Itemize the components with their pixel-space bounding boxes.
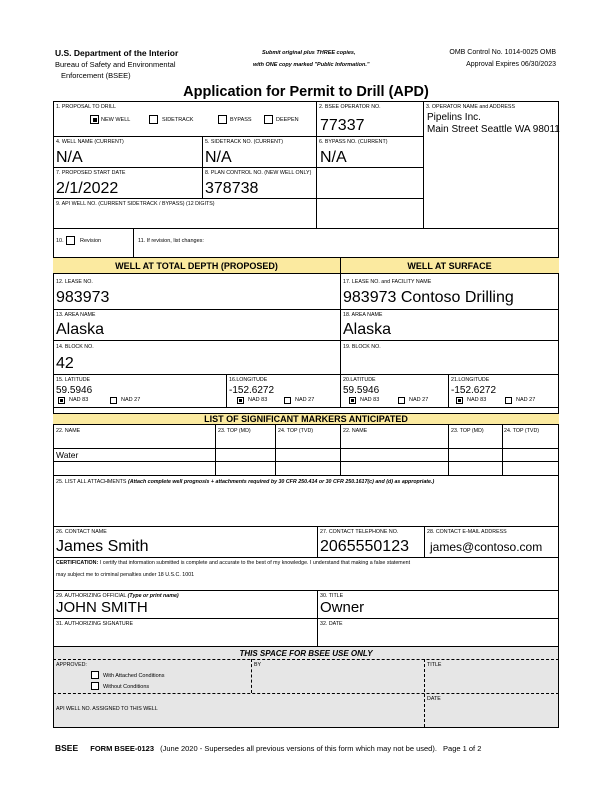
- proposed-area-label: 13. AREA NAME: [56, 312, 96, 318]
- proposed-lease-value[interactable]: 983973: [56, 289, 110, 306]
- marker-top-tvd-header: 24. TOP (TVD): [278, 428, 314, 434]
- revision-checkbox[interactable]: [66, 236, 75, 245]
- submit-instruction-1: Submit original plus THREE copies,: [262, 50, 356, 56]
- surface-lon-nad27-checkbox[interactable]: [505, 397, 512, 404]
- authorizing-official-value[interactable]: JOHN SMITH: [56, 599, 148, 616]
- proposed-lat-nad27-checkbox[interactable]: [110, 397, 117, 404]
- deepen-label: DEEPEN: [276, 117, 299, 123]
- bsee-date-label: DATE: [427, 696, 441, 702]
- by-label: BY: [254, 662, 262, 668]
- surface-lon-nad27-label: NAD 27: [516, 397, 536, 403]
- bypass-number-label: 6. BYPASS NO. (CURRENT): [319, 139, 388, 145]
- operator-address-value[interactable]: Main Street Seattle WA 98011: [427, 124, 560, 135]
- agency-name: U.S. Department of the Interior: [55, 48, 179, 58]
- band-well-total-depth: WELL AT TOTAL DEPTH (PROPOSED): [115, 261, 278, 271]
- title-value[interactable]: Owner: [320, 599, 365, 616]
- surface-lease-value[interactable]: 983973 Contoso Drilling: [343, 289, 514, 306]
- certification-line1: [56, 560, 410, 566]
- proposed-longitude-label: 16.LONGITUDE: [229, 377, 268, 383]
- with-conditions-checkbox[interactable]: [91, 671, 99, 679]
- new-well-label: NEW WELL: [101, 117, 131, 123]
- proposed-lat-nad83-label: NAD 83: [69, 397, 89, 403]
- well-name-label: 4. WELL NAME (CURRENT): [56, 139, 124, 145]
- bureau-line1: Bureau of Safety and Environmental: [55, 60, 176, 69]
- marker-top-md2-header: 23. TOP (MD): [451, 428, 484, 434]
- footer-page: Page 1 of 2: [443, 744, 482, 753]
- marker-name2-header: 22. NAME: [343, 428, 368, 434]
- proposed-block-value[interactable]: 42: [56, 355, 74, 372]
- surface-lat-nad27-label: NAD 27: [409, 397, 429, 403]
- surface-lon-nad83-checkbox[interactable]: [456, 397, 463, 404]
- bsee-title-label: TITLE: [427, 662, 442, 668]
- approval-expiration: Approval Expires 06/30/2023: [466, 61, 556, 68]
- bsee-use-title: THIS SPACE FOR BSEE USE ONLY: [239, 649, 373, 658]
- proposed-lon-nad27-checkbox[interactable]: [284, 397, 291, 404]
- contact-phone-value[interactable]: 2065550123: [320, 538, 409, 555]
- marker-top-md-header: 23. TOP (MD): [218, 428, 251, 434]
- sidetrack-label: SIDETRACK: [162, 117, 194, 123]
- footer-note: (June 2020 - Supersedes all previous versions of this form which may not be used).: [160, 744, 437, 753]
- bypass-checkbox[interactable]: [218, 115, 227, 124]
- revision-label: Revision: [80, 238, 102, 244]
- footer: [55, 743, 481, 753]
- proposed-lease-label: 12. LEASE NO.: [56, 279, 93, 285]
- surface-area-value[interactable]: Alaska: [343, 321, 392, 338]
- operator-number-label: 2. BSEE OPERATOR NO.: [319, 104, 381, 110]
- revision-changes-label: 11. If revision, list changes:: [138, 238, 204, 244]
- bureau-line2: Enforcement (BSEE): [61, 71, 131, 80]
- proposed-lon-nad83-checkbox[interactable]: [237, 397, 244, 404]
- well-name-value[interactable]: N/A: [56, 149, 83, 166]
- proposed-latitude-label: 15. LATITUDE: [56, 377, 91, 383]
- proposal-to-drill-label: 1. PROPOSAL TO DRILL: [56, 104, 116, 110]
- form-title: Application for Permit to Drill (APD): [183, 84, 429, 100]
- title-label: 30. TITLE: [320, 593, 344, 599]
- approved-label: APPROVED:: [56, 662, 87, 668]
- contact-name-label: 26. CONTACT NAME: [56, 529, 107, 535]
- surface-lat-nad83-label: NAD 83: [360, 397, 380, 403]
- without-conditions-label: Without Conditions: [103, 684, 150, 690]
- bypass-label: BYPASS: [230, 117, 252, 123]
- proposed-lon-nad27-label: NAD 27: [295, 397, 315, 403]
- surface-latitude-value[interactable]: 59.5946: [343, 385, 380, 396]
- proposed-block-label: 14. BLOCK NO.: [56, 344, 94, 350]
- surface-block-label: 19. BLOCK NO.: [343, 344, 381, 350]
- sidetrack-number-value[interactable]: N/A: [205, 149, 232, 166]
- authorizing-signature-label: 31. AUTHORIZING SIGNATURE: [56, 621, 134, 627]
- date-label: 32. DATE: [320, 621, 343, 627]
- certification-text2: may subject me to criminal penalties under 18 U.S.C. 1001: [56, 572, 195, 578]
- sidetrack-number-label: 5. SIDETRACK NO. (CURRENT): [205, 139, 283, 145]
- new-well-checkbox[interactable]: [90, 115, 99, 124]
- deepen-checkbox[interactable]: [264, 115, 273, 124]
- marker-name-header: 22. NAME: [56, 428, 81, 434]
- proposed-latitude-value[interactable]: 59.5946: [56, 385, 93, 396]
- api-assigned-label: API WELL NO. ASSIGNED TO THIS WELL: [56, 706, 158, 712]
- plan-control-label: 8. PLAN CONTROL NO. (NEW WELL ONLY): [205, 170, 312, 176]
- revision-number: 10.: [56, 238, 64, 244]
- surface-lat-nad27-checkbox[interactable]: [398, 397, 405, 404]
- operator-name-label: 3. OPERATOR NAME and ADDRESS: [426, 104, 515, 110]
- surface-longitude-value[interactable]: -152.6272: [451, 385, 497, 396]
- operator-number-value[interactable]: 77337: [320, 117, 365, 134]
- marker-row1-name[interactable]: Water: [56, 450, 79, 460]
- surface-latitude-label: 20.LATITUDE: [343, 377, 376, 383]
- certification-label: CERTIFICATION:: [56, 560, 99, 566]
- markers-band-title: LIST OF SIGNIFICANT MARKERS ANTICIPATED: [204, 414, 408, 424]
- omb-control-number: OMB Control No. 1014-0025 OMB: [449, 49, 556, 56]
- submit-instruction-2: with ONE copy marked "Public Information.": [253, 62, 370, 68]
- surface-lon-nad83-label: NAD 83: [467, 397, 487, 403]
- start-date-label: 7. PROPOSED START DATE: [56, 170, 126, 176]
- proposed-lat-nad83-checkbox[interactable]: [58, 397, 65, 404]
- operator-name-value[interactable]: Pipelins Inc.: [427, 112, 481, 123]
- attachments-note: (Attach complete well prognosis + attachments required by 30 CFR 250.414 or 30 CFR 250.1617(c) and (d) as appropriate.): [127, 479, 435, 485]
- surface-lease-label: 17. LEASE NO. and FACILITY NAME: [343, 279, 432, 285]
- proposed-lat-nad27-label: NAD 27: [121, 397, 141, 403]
- with-conditions-label: With Attached Conditions: [103, 673, 165, 679]
- marker-top-tvd2-header: 24. TOP (TVD): [504, 428, 540, 434]
- attachments-label-line: [56, 479, 434, 485]
- band-well-surface: WELL AT SURFACE: [407, 261, 492, 271]
- api-well-number-label: 9. API WELL NO. (CURRENT SIDETRACK / BYPASS) (12 DIGITS): [56, 201, 215, 207]
- proposed-area-value[interactable]: Alaska: [56, 321, 105, 338]
- authorizing-official-hint: (Type or print name): [127, 593, 179, 599]
- authorizing-official-label: 29. AUTHORIZING OFFICIAL: [56, 593, 127, 599]
- attachments-label: 25. LIST ALL ATTACHMENTS: [56, 479, 127, 485]
- footer-bsee: BSEE: [55, 743, 79, 753]
- surface-lat-nad83-checkbox[interactable]: [349, 397, 356, 404]
- surface-longitude-label: 21.LONGITUDE: [451, 377, 490, 383]
- surface-area-label: 18. AREA NAME: [343, 312, 383, 318]
- sidetrack-checkbox[interactable]: [149, 115, 158, 124]
- proposed-lon-nad83-label: NAD 83: [248, 397, 268, 403]
- start-date-value[interactable]: 2/1/2022: [56, 180, 119, 197]
- footer-form: FORM BSEE-0123: [90, 744, 155, 753]
- plan-control-value[interactable]: 378738: [205, 180, 259, 197]
- without-conditions-checkbox[interactable]: [91, 682, 99, 690]
- certification-text1: I certify that information submitted is complete and accurate to the best of my knowledge. I understand that making a false statement: [98, 560, 411, 566]
- proposed-longitude-value[interactable]: -152.6272: [229, 385, 275, 396]
- contact-phone-label: 27. CONTACT TELEPHONE NO.: [320, 529, 399, 535]
- contact-email-value[interactable]: james@contoso.com: [430, 540, 543, 554]
- contact-email-label: 28. CONTACT E-MAIL ADDRESS: [427, 529, 507, 535]
- contact-name-value[interactable]: James Smith: [56, 538, 149, 555]
- bypass-number-value[interactable]: N/A: [320, 149, 347, 166]
